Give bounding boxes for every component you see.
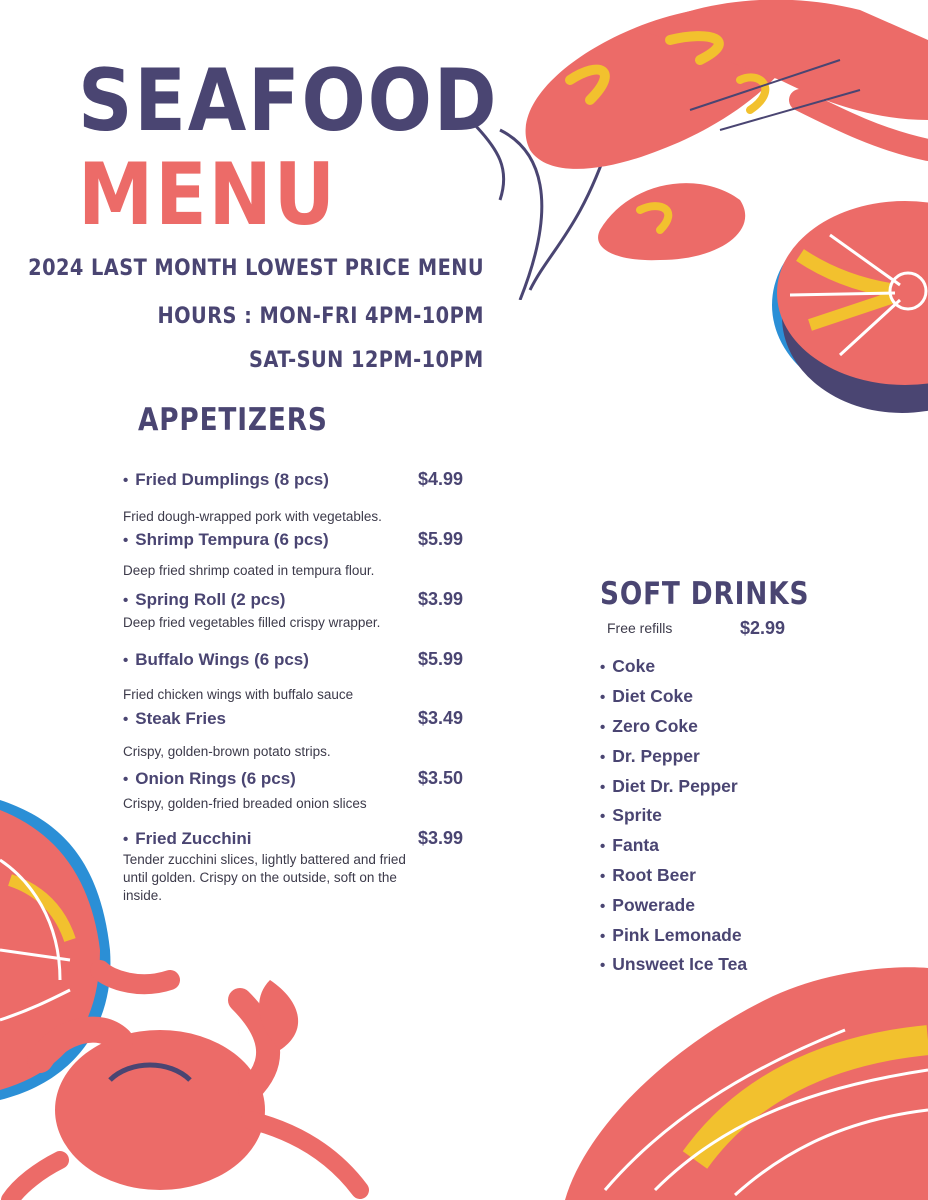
item-description: Deep fried shrimp coated in tempura flour. (123, 563, 375, 578)
drink-item: • Fanta (600, 835, 659, 856)
drink-item: • Sprite (600, 805, 662, 826)
title-menu: MENU (78, 145, 337, 245)
drink-item: • Powerade (600, 895, 695, 916)
free-refills-note: Free refills (607, 620, 673, 636)
subtitle: 2024 LAST MONTH LOWEST PRICE MENU (28, 256, 484, 281)
item-price: $3.50 (418, 768, 464, 788)
appetizer-item (123, 709, 473, 761)
item-name: • Onion Rings (6 pcs) (123, 769, 473, 789)
item-name: • Steak Fries (123, 709, 473, 729)
item-price: $3.99 (418, 589, 464, 609)
salmon-steak-illustration (770, 195, 928, 440)
appetizer-item (123, 650, 473, 704)
title-seafood: SEAFOOD (78, 51, 499, 151)
item-description: Fried chicken wings with buffalo sauce (123, 687, 354, 702)
appetizer-item (123, 530, 473, 580)
drink-item: • Diet Coke (600, 686, 693, 707)
drink-item: • Dr. Pepper (600, 746, 700, 767)
item-price: $3.99 (418, 828, 464, 848)
item-name: • Fried Dumplings (8 pcs) (123, 470, 473, 490)
drink-item: • Root Beer (600, 865, 696, 886)
item-price: $5.99 (418, 529, 464, 549)
appetizer-item (123, 769, 473, 813)
item-name: • Spring Roll (2 pcs) (123, 590, 473, 610)
item-price: $3.49 (418, 708, 464, 728)
item-name: • Buffalo Wings (6 pcs) (123, 650, 473, 670)
item-description: Deep fried vegetables filled crispy wrapper. (123, 615, 381, 630)
item-description: Tender zucchini slices, lightly battered and fried until golden. Crispy on the outside, soft on the inside. (123, 852, 406, 903)
appetizer-item (123, 590, 473, 632)
item-price: $5.99 (418, 649, 464, 669)
drink-item: • Diet Dr. Pepper (600, 776, 738, 797)
fish-fillet-illustration (545, 960, 928, 1200)
soft-drinks-heading: SOFT DRINKS (600, 576, 810, 612)
hours-weekday: HOURS : MON-FRI 4PM-10PM (157, 304, 484, 329)
soft-drinks-price: $2.99 (740, 618, 786, 638)
item-name: • Fried Zucchini (123, 829, 473, 849)
drink-item: • Unsweet Ice Tea (600, 954, 747, 975)
appetizer-item (123, 829, 473, 905)
item-price: $4.99 (418, 469, 464, 489)
item-name: • Shrimp Tempura (6 pcs) (123, 530, 473, 550)
item-description: Crispy, golden-fried breaded onion slices (123, 796, 367, 811)
item-description: Crispy, golden-brown potato strips. (123, 744, 331, 759)
drink-item: • Coke (600, 656, 655, 677)
item-description: Fried dough-wrapped pork with vegetables. (123, 509, 382, 524)
appetizers-heading: APPETIZERS (138, 402, 328, 438)
drink-item: • Zero Coke (600, 716, 698, 737)
hours-weekend: SAT-SUN 12PM-10PM (249, 348, 484, 373)
appetizer-item (123, 470, 473, 526)
drink-item: • Pink Lemonade (600, 925, 742, 946)
